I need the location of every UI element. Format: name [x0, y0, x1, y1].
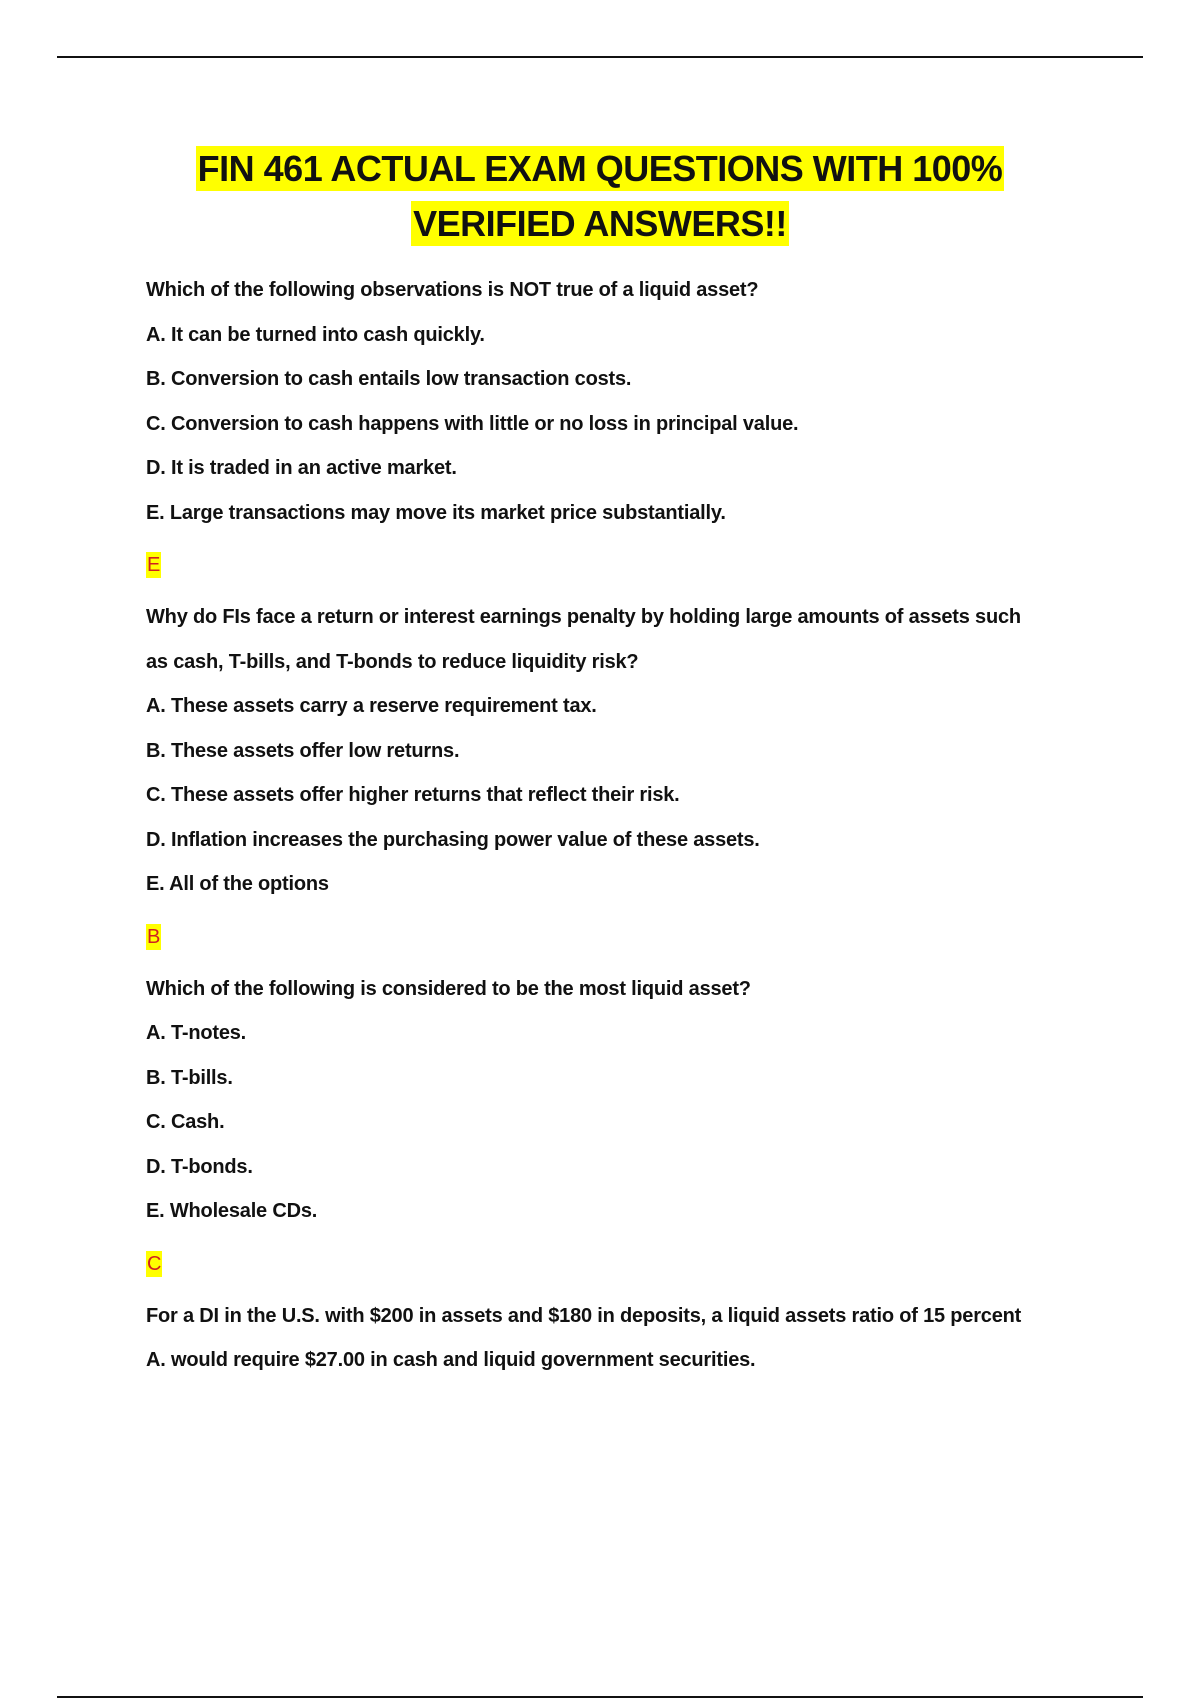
answer-letter: E: [147, 554, 161, 576]
option-b: B. T-bills.: [146, 1066, 233, 1089]
answer-badge: [146, 923, 1106, 953]
option-a: A. would require $27.00 in cash and liquid government securities.: [146, 1349, 756, 1371]
option-e: E. All of the options: [146, 873, 329, 895]
question-1: [146, 268, 1106, 581]
question-4: [146, 1294, 1106, 1383]
title-line-2: VERIFIED ANSWERS!!: [413, 203, 787, 244]
option-d: D. T-bonds.: [146, 1155, 253, 1178]
answer-badge: [146, 1250, 1106, 1280]
answer-letter: C: [147, 1252, 162, 1275]
question-text-line-2: as cash, T-bills, and T-bonds to reduce liquidity risk?: [146, 650, 639, 673]
option-e: E. Wholesale CDs.: [146, 1200, 318, 1222]
bottom-rule: [57, 1696, 1143, 1698]
option-c: C. Cash.: [146, 1111, 225, 1133]
option-d: D. It is traded in an active market.: [146, 457, 457, 479]
document-title: [0, 144, 1200, 249]
option-d: D. Inflation increases the purchasing power value of these assets.: [146, 828, 760, 851]
option-a: A. T-notes.: [146, 1022, 247, 1044]
top-rule: [57, 56, 1143, 58]
question-3: [146, 967, 1106, 1280]
question-text: Which of the following observations is NOT true of a liquid asset?: [146, 279, 759, 301]
option-a: A. It can be turned into cash quickly.: [146, 323, 485, 346]
option-b: B. Conversion to cash entails low transaction costs.: [146, 368, 632, 390]
answer-letter: B: [147, 925, 161, 948]
title-line-1: FIN 461 ACTUAL EXAM QUESTIONS WITH 100%: [197, 148, 1003, 189]
option-c: C. Conversion to cash happens with little or no loss in principal value.: [146, 412, 799, 435]
exam-content: [146, 268, 1106, 1383]
question-text-line-1: Why do FIs face a return or interest earnings penalty by holding large amounts of assets such: [146, 606, 1021, 628]
answer-badge: [146, 551, 1106, 581]
option-b: B. These assets offer low returns.: [146, 739, 460, 762]
question-text: For a DI in the U.S. with $200 in assets and $180 in deposits, a liquid assets ratio of 15 percent: [146, 1304, 1022, 1327]
option-a: A. These assets carry a reserve requirement tax.: [146, 695, 597, 717]
option-c: C. These assets offer higher returns that reflect their risk.: [146, 784, 680, 806]
question-text: Which of the following is considered to be the most liquid asset?: [146, 977, 751, 1000]
option-e: E. Large transactions may move its market price substantially.: [146, 501, 726, 524]
question-2: [146, 595, 1106, 953]
